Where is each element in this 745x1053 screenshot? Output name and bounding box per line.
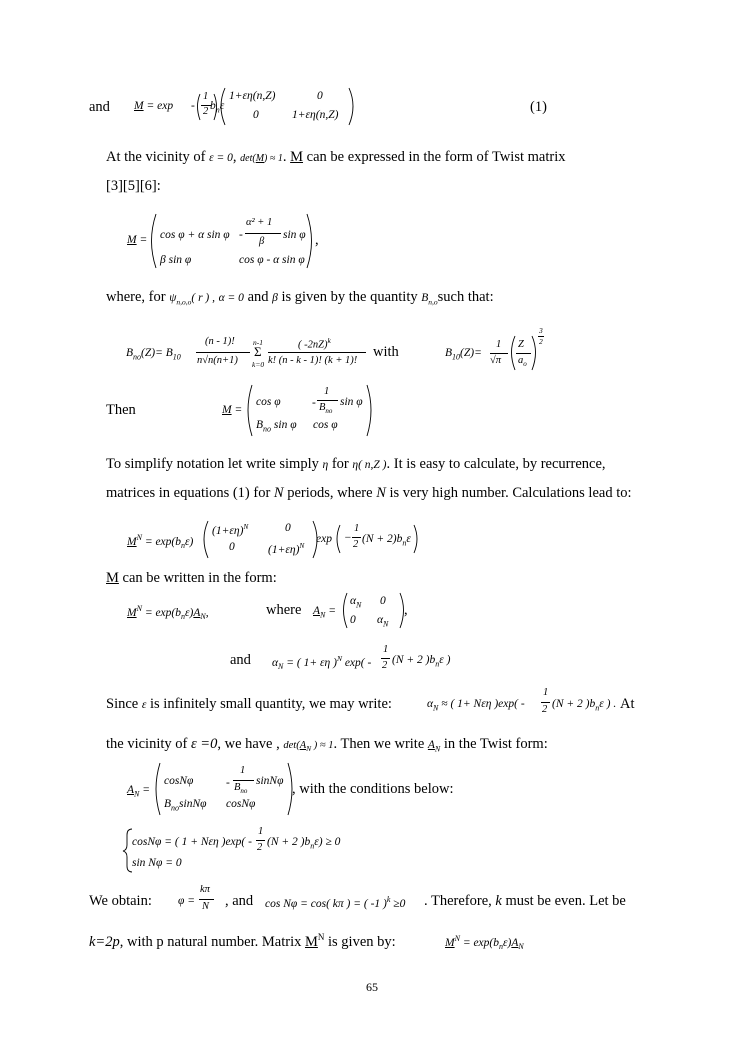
twist-a11: cos φ + α sin φ xyxy=(160,229,230,241)
sys-frac-line xyxy=(256,840,265,841)
para-since: Since ε is infinitely small quantity, we may write: xyxy=(106,696,392,712)
bno-frac1-den: n√n(n+1) xyxy=(197,355,238,366)
bno-with: with xyxy=(373,344,399,360)
an-def-lhs: $A_N$ = xyxy=(313,605,337,620)
obtain-phi: φ = xyxy=(178,895,195,907)
obtain-tail: . Therefore, k must be even. Let be xyxy=(424,893,626,909)
b10-z-den: $a_o$ xyxy=(518,355,527,369)
twist-a12-sin: sin φ xyxy=(283,229,306,241)
bno-lhs: $B_{no}(Z)= B_{10}$ xyxy=(126,347,181,362)
then-lhs: M = xyxy=(222,404,243,416)
eq1-bn: $b_n\varepsilon$ xyxy=(210,100,225,115)
mn-a22: $(1+\varepsilon\eta)^N$ xyxy=(268,541,305,556)
obtain-and: , and xyxy=(225,893,254,909)
alpha-eq: $\alpha_N$ = ( 1+ εη )$^N$ exp( - xyxy=(272,654,372,672)
an-conditions: , with the conditions below: xyxy=(292,781,454,797)
an-def-a12: 0 xyxy=(380,595,386,607)
an-lhs: $A_N$ = xyxy=(127,784,151,799)
b10-lhs: $B_{10}(Z)=$ xyxy=(445,347,482,362)
mn-a21: 0 xyxy=(229,541,235,553)
then-a12-den: $B_{no}$ xyxy=(319,402,333,416)
para-vicinity2: the vicinity of ε =0, we have , $\det(A_N$ ) ≈ 1. Then we write $A_N$ in the Twist form: xyxy=(106,736,548,754)
sys-line1-tail: (N + 2 )$b_n\varepsilon) \ge 0$ xyxy=(267,836,341,851)
alpha-tail: (N + 2 )$b_n\varepsilon$ ) xyxy=(392,654,451,669)
an-a12-sin: sinNφ xyxy=(256,775,284,787)
mn2-where: where xyxy=(266,602,302,618)
an-def-a11: $\alpha_N$ xyxy=(350,595,362,610)
para-vicinity-line1: At the vicinity of ε = 0, det(M) ≈ 1. M can be expressed in the form of Twist matrix xyxy=(106,149,566,165)
mn-minus: − xyxy=(344,532,352,544)
twist-a12-den: β xyxy=(259,236,265,247)
since-frac-den: 2 xyxy=(542,704,548,715)
an-a11: cosNφ xyxy=(164,775,194,787)
eq1-m22: 1+εη(n,Z) xyxy=(292,109,339,121)
bno-frac1-num: (n - 1)! xyxy=(205,336,235,347)
mn-tail: $(N + 2)b_n\varepsilon$ xyxy=(362,533,411,548)
twist-a12-num: α² + 1 xyxy=(246,217,273,228)
an-def-a22: $\alpha_N$ xyxy=(377,614,389,629)
an-def-comma: , xyxy=(404,602,408,618)
alpha-frac-den: 2 xyxy=(382,660,388,671)
since-approx: $\alpha_N$ ≈ ( 1+ Nεη )exp( - xyxy=(427,698,525,713)
and-label: and xyxy=(89,99,110,115)
para-k2p: k=2p, with p natural number. Matrix $M^N$ is given by: xyxy=(89,932,396,950)
twist-a21: β sin φ xyxy=(160,254,192,266)
sys-line1: cosNφ = ( 1 + Nεη )exp( - xyxy=(132,836,252,848)
eq1-m12: 0 xyxy=(317,90,323,102)
mn-exp2: exp xyxy=(316,533,332,545)
eq1-lhs: M = exp xyxy=(134,100,174,112)
eq1-m21: 0 xyxy=(253,109,259,121)
para-written: M can be written in the form: xyxy=(106,570,277,586)
b10-exp-num: 3 xyxy=(539,326,543,335)
mn-frac-num: 1 xyxy=(354,523,360,534)
mn2-eq: $M^N = \exp(b_n\varepsilon)A_N$, xyxy=(127,604,209,622)
then-a12-num: 1 xyxy=(324,386,330,397)
alpha-and: and xyxy=(230,652,251,668)
sys-frac-den: 2 xyxy=(257,842,263,853)
sys-line2: sin Nφ = 0 xyxy=(132,857,182,869)
an-def-a21: 0 xyxy=(350,614,356,626)
twist-a22: cos φ - α sin φ xyxy=(239,254,305,266)
b10-frac-num: 1 xyxy=(496,339,502,350)
final-eq: $M^N = \exp(b_n\varepsilon)A_N$ xyxy=(445,934,524,952)
para-obtain-label: We obtain: xyxy=(89,893,152,909)
page-number: 65 xyxy=(366,980,378,994)
obtain-frac-line xyxy=(199,899,214,900)
mn-frac-den: 2 xyxy=(353,539,359,550)
b10-exp-den: 2 xyxy=(539,337,543,346)
an-a12-num: 1 xyxy=(240,765,246,776)
obtain-frac-den: N xyxy=(202,901,210,912)
eq1-frac-den: 2 xyxy=(203,106,209,117)
since-at: At xyxy=(620,696,635,712)
twist-comma: , xyxy=(315,232,319,248)
since-tail: (N + 2 )$b_n\varepsilon$ ) . xyxy=(552,698,617,713)
eq1-frac-num: 1 xyxy=(203,91,209,102)
an-a22: cosNφ xyxy=(226,798,256,810)
bno-sum-top: n-1 xyxy=(253,338,263,347)
b10-frac-den: √π xyxy=(490,355,502,366)
twist-lhs: M = xyxy=(127,234,148,246)
para-simplify-line1: To simplify notation let write simply η for η( n,Z ). It is easy to calculate, by recurrence, xyxy=(106,456,606,472)
sys-frac-num: 1 xyxy=(258,826,264,837)
para-where: where, for $\psi_{n,o,o}$( r ) , α = 0 and β is given by the quantity $B_{n,o}such$ that: xyxy=(106,289,494,307)
mn-a12: 0 xyxy=(285,522,291,534)
an-a12-minus: - xyxy=(226,777,230,789)
then-a21: $B_{no}$ sin φ xyxy=(256,419,297,434)
then-a22: cos φ xyxy=(313,419,338,431)
bno-sum-bot: k=0 xyxy=(252,360,265,369)
then-a12-minus: - xyxy=(312,397,316,409)
twist-a12-minus: - xyxy=(239,229,243,241)
mn-lhs: $M^N = \exp(b_n\varepsilon)$ xyxy=(127,533,194,551)
para-simplify-line2: matrices in equations (1) for N periods, where N is very high number. Calculations lead to: xyxy=(106,485,632,501)
since-frac-num: 1 xyxy=(543,687,549,698)
bno-frac2-den: k! (n - k - 1)! (k + 1)! xyxy=(268,355,358,366)
eq1-minus: - xyxy=(191,100,195,112)
an-a21: $B_{no}\sin N\varphi$ xyxy=(164,798,207,813)
alpha-frac-num: 1 xyxy=(383,644,389,655)
bno-sum-sign: Σ xyxy=(254,344,262,359)
then-a12-sin: sin φ xyxy=(340,396,363,408)
obtain-frac-num: kπ xyxy=(200,884,210,895)
then-a11: cos φ xyxy=(256,396,281,408)
then-label: Then xyxy=(106,402,136,418)
bno-frac2-num: ( -2nZ)$^k$ xyxy=(298,336,331,351)
b10-z-num: Z xyxy=(518,339,524,350)
an-a12-den: $B_{no}$ xyxy=(234,782,248,796)
obtain-cos: cos Nφ = cos( kπ ) = ( -1 )$^k$ ≥0 xyxy=(265,895,406,910)
mn-a11: $(1+\varepsilon\eta)^N$ xyxy=(212,522,249,537)
para-vicinity-line2: [3][5][6]: xyxy=(106,178,161,194)
eq1-m11: 1+εη(n,Z) xyxy=(229,90,276,102)
eq1-number: (1) xyxy=(530,99,547,115)
